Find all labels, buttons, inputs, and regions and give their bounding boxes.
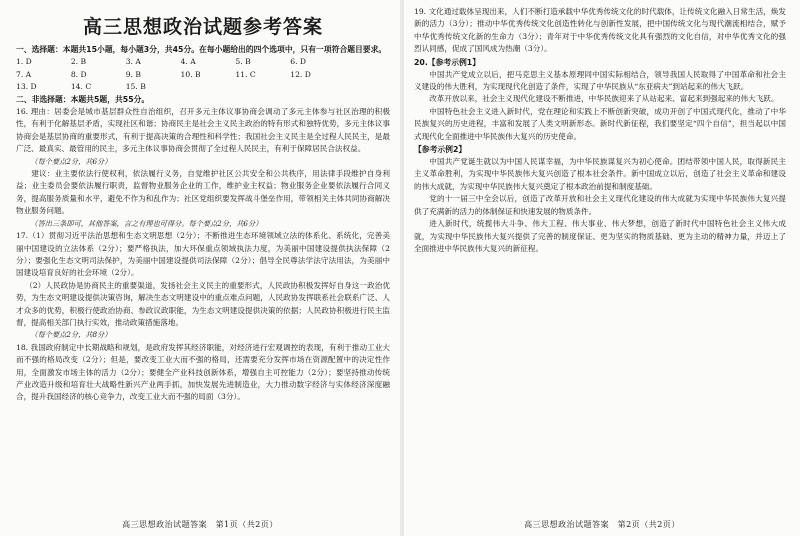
q20-ex2-paragraph: 进入新时代，统揽伟大斗争、伟大工程、伟大事业、伟大梦想，创造了新时代中国特色社会主义伟大成就，为实现中华民族伟大复兴提供了完善的制度保证、更为坚实的物质基础、更为主动的精神力量，并迈上了全面推进中华民族伟大复兴的新征程。 <box>414 219 786 253</box>
q16-note-2: （答出三条即可，其他答案，言之有理也可得分。每个要点2分，共6分） <box>30 218 263 228</box>
answer-item: 7. A <box>16 69 32 79</box>
q19-answer: 19. 文化通过载体呈现出来，人们不断打造承载中华优秀传统文化的时代载体，让传统文化融入日常生活，焕发新的活力（3分）；推动中华优秀传统文化创造性转化与创新性发展，把中国传统文化与现代潮流相结合，赋予中华优秀传统文化新的生命力（3分）；青年对于中华优秀传统文化具有强烈的文化自信，对中华优秀文化的强烈认同感，促成了国风成为热潮（3分）。 <box>414 7 786 54</box>
q20-ex2-paragraph: 中国共产党诞生就以为中国人民谋幸福，为中华民族谋复兴为初心使命。团结带领中国人民，取得新民主主义革命胜利，为实现中华民族伟大复兴创造了根本社会条件。新中国成立以后，创造了社会主义革命和建设的伟大成就，为实现中华民族伟大复兴奠定了根本政治前提和制度基础。 <box>414 157 786 191</box>
q20-ex1-paragraph: 改革开放以来，社会主义现代化建设不断推进，中华民族迎来了从站起来、富起来到强起来的伟大飞跃。 <box>429 94 779 104</box>
q16-note-1: （每个要点2分，共6分） <box>30 156 112 166</box>
answer-item: 15. B <box>125 82 146 92</box>
q17-part-2: （2）人民政协是协商民主的重要渠道，发扬社会主义民主的重要形式，人民政协积极发挥好自身这一政治优势，为生态文明建设提供决策咨询，解决生态文明建设中的重点难点问题，人民政协发挥联系社会联系广泛、人才众多的优势，积极行使政治协商、参政议政职能，为生态文明建设提供决策的依据；人民政协积极进行民主监督，提高相关部门执行实效，推动政策措施落地。 <box>16 280 390 327</box>
answer-item: 12. D <box>290 69 311 79</box>
q16-reason: 16. 理由：居委会是城市基层群众性自治组织，召开多元主体议事协商会调动了多元主体参与社区治理的积极性，有利于化解基层矛盾，实现社区和谐；协商民主是社会主义民主政治的特有形式和独特优势，多元主体议事协商会是基层协商的重要形式，有利于提高决策的合理性和科学性；我国社会主义民主是全过程人民民主，是最广泛、最真实、最管用的民主，多元主体议事协商会贯彻了全过程人民民主，有利于保障居民合法权益。 <box>16 107 390 154</box>
answer-item: 3. A <box>125 57 141 67</box>
answer-item: 1. D <box>16 57 32 67</box>
answer-item: 2. B <box>70 57 87 67</box>
answer-key-grid <box>16 56 345 93</box>
answer-item: 6. D <box>290 57 306 67</box>
q16-suggestion: 建议：业主要依法行使权利，依法履行义务，自觉维护社区公共安全和公共秩序，用法律手段维护自身利益；业主委员会要依法履行职责，监督物业服务企业的工作，维护业主权益；物业服务企业要依法履行合同义务，提高服务质量和水平，避免不作为和乱作为；社区党组织要发挥战斗堡垒作用，带领相关主体共同协商解决物业服务问题。 <box>16 169 390 216</box>
page-title: 高三思想政治试题参考答案 <box>82 16 323 38</box>
answer-item: 5. B <box>235 57 251 67</box>
q20-example-2-label: 【参考示例2】 <box>414 145 467 155</box>
q20-ex1-paragraph: 中国共产党成立以后，把马克思主义基本原理同中国实际相结合，领导我国人民取得了中国革命和社会主义建设的伟大胜利，为实现现代化创造了条件，实现了中华民族从“东亚病夫”到站起来的伟大飞跃。 <box>414 69 786 92</box>
answer-item: 9. B <box>125 69 141 79</box>
q20-ex1-paragraph: 中国特色社会主义进入新时代，党在理论和实践上不断创新突破，成功开创了中国式现代化，推动了中华民族复兴的历史进程，丰富和发展了人类文明新形态。新时代新征程，我们要坚定“四个自信”，担当起以中国式现代化全面推进中华民族伟大复兴的历史使命。 <box>414 106 786 141</box>
answer-item: 11. C <box>235 69 256 79</box>
answer-page-2 <box>404 0 800 536</box>
answer-item: 14. C <box>70 82 92 92</box>
section-1-heading: 一、选择题：本题共15小题，每小题3分，共45分。在每小题给出的四个选项中，只有一项符合题目要求。 <box>16 45 387 54</box>
answer-item: 10. B <box>180 69 201 79</box>
answer-item: 13. D <box>16 82 37 92</box>
q17-note: （每个要点2分，共8分） <box>30 330 112 340</box>
q20-example-1-label: 20.【参考示例1】 <box>414 57 481 67</box>
q17-part-1: 17.（1）贯彻习近平法治思想和生态文明思想（2分）；不断推进生态环境领域立法的体系化、系统化，完善美丽中国建设的立法体系（2分）；要严格执法，加大环保重点领域执法力度，为美丽中国建设提供执法保障（2分）；要强化生态文明司法保护，为美丽中国建设提供司法保障（2分）；倡导全民尊法学法守法用法，为美丽中国建设培育良好的社会环境（2分）。 <box>16 231 390 278</box>
page-2-footer: 高三思想政治试题答案 第2页（共2页） <box>524 520 680 529</box>
answer-item: 4. A <box>180 57 196 67</box>
answer-item: 8. D <box>70 69 87 79</box>
q18-answer: 18. 我国政府制定中长期战略和规划，是政府发挥其经济职能，对经济进行宏观调控的表现，有利于推动工业大而不强的格局改变（2分）；但是，要改变工业大而不强的格局，还需要充分发挥市场在资源配置中的决定性作用，全面激发市场主体的活力（2分）；要健全产业科技创新体系，增强自主可控能力（2分）；要坚持推动传统产业改造升级和培育壮大战略性新兴产业两手抓，加快发展先进制造业，大力推动数字经济与实体经济深度融合，提升我国经济的核心竞争力，改变工业大而不强的局面（3分）。 <box>16 342 390 402</box>
q20-ex2-paragraph: 党的十一届三中全会以后，创造了改革开放和社会主义现代化建设的伟大成就为实现中华民族伟大复兴提供了充满新的活力的体制保证和快速发展的物质条件。 <box>414 194 786 216</box>
section-2-heading: 二、非选择题：本题共5题，共55分。 <box>16 94 150 104</box>
page-1-footer: 高三思想政治试题答案 第1页（共2页） <box>122 520 278 529</box>
